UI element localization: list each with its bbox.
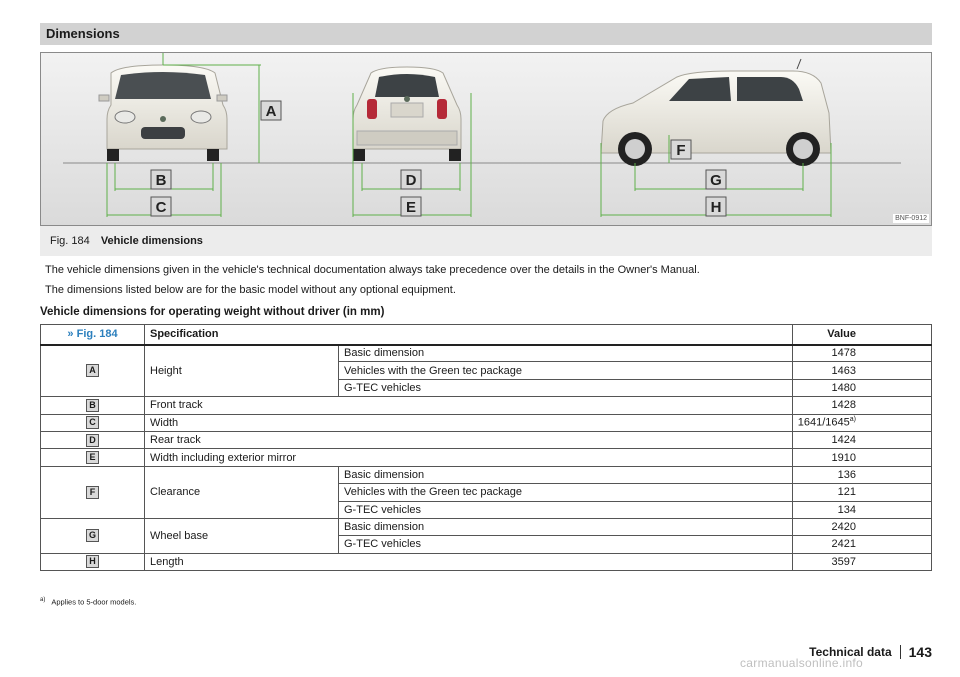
figure-caption xyxy=(40,226,932,256)
header-ref[interactable]: » Fig. 184 xyxy=(41,325,145,345)
paragraph-basic-model: The dimensions listed below are for the basic model without any optional equipment. xyxy=(45,284,456,296)
row-d-ref xyxy=(41,431,145,448)
row-f-sub-2-value: 121 xyxy=(792,484,931,501)
footnote-mark: a) xyxy=(40,597,46,603)
footer-divider xyxy=(900,645,901,659)
row-c-value-cell xyxy=(792,414,931,431)
row-e-value: 1910 xyxy=(792,449,931,466)
table-row xyxy=(41,431,932,448)
row-c-value: 1641/1645 xyxy=(797,417,850,430)
row-g-sub-1-name: Basic dimension xyxy=(339,518,793,535)
row-c-spec: Width xyxy=(145,414,793,431)
header-value: Value xyxy=(792,325,931,345)
svg-text:B: B xyxy=(155,172,167,189)
label-b: B xyxy=(86,399,99,412)
front-view-car xyxy=(99,65,227,161)
row-f-sub-3-value: 134 xyxy=(792,501,931,518)
label-f: F xyxy=(86,486,99,499)
row-f-spec: Clearance xyxy=(145,466,339,518)
vehicle-dimensions-figure xyxy=(40,52,932,226)
label-h: H xyxy=(86,555,99,568)
section-title: Dimensions xyxy=(40,23,932,45)
label-g: G xyxy=(86,529,99,542)
label-d: D xyxy=(86,434,99,447)
figure-label-e xyxy=(401,197,421,216)
footer-section: Technical data xyxy=(809,645,892,659)
label-a: A xyxy=(86,364,99,377)
figure-label-a xyxy=(261,101,281,120)
row-h-ref xyxy=(41,553,145,570)
table-row xyxy=(41,449,932,466)
row-a-spec: Height xyxy=(145,345,339,397)
row-g-sub-1-value: 2420 xyxy=(792,518,931,535)
label-e: E xyxy=(86,451,99,464)
table-row xyxy=(41,345,932,362)
svg-text:E: E xyxy=(405,199,417,216)
row-f-sub-2-name: Vehicles with the Green tec package xyxy=(339,484,793,501)
figure-label-c xyxy=(151,197,171,216)
figure-label-b xyxy=(151,170,171,189)
label-c: C xyxy=(86,416,99,429)
table-header-row xyxy=(41,325,932,345)
row-f-sub-3-name: G-TEC vehicles xyxy=(339,501,793,518)
svg-text:F: F xyxy=(676,142,686,159)
row-f-ref xyxy=(41,466,145,518)
figure-label-d xyxy=(401,170,421,189)
figure-label-f xyxy=(671,140,691,159)
row-b-spec: Front track xyxy=(145,397,793,414)
watermark: carmanualsonline.info xyxy=(740,656,864,670)
page-number: 143 xyxy=(908,644,932,660)
header-spec: Specification xyxy=(145,325,793,345)
vehicle-dimensions-illustration xyxy=(41,53,932,226)
table-row xyxy=(41,397,932,414)
row-g-sub-2-value: 2421 xyxy=(792,536,931,553)
figure-number: Fig. 184 xyxy=(50,235,90,247)
row-a-sub-2-value: 1463 xyxy=(792,362,931,379)
row-b-ref xyxy=(41,397,145,414)
svg-text:H: H xyxy=(710,199,722,216)
svg-text:D: D xyxy=(405,172,417,189)
row-a-ref xyxy=(41,345,145,397)
figure-label-h xyxy=(706,197,726,216)
table-row xyxy=(41,414,932,431)
svg-text:C: C xyxy=(155,199,167,216)
row-a-sub-2-name: Vehicles with the Green tec package xyxy=(339,362,793,379)
row-c-ref xyxy=(41,414,145,431)
row-g-sub-2-name: G-TEC vehicles xyxy=(339,536,793,553)
footnote-text: Applies to 5-door models. xyxy=(51,597,137,607)
table-row xyxy=(41,518,932,535)
row-h-spec: Length xyxy=(145,553,793,570)
row-a-sub-3-name: G-TEC vehicles xyxy=(339,379,793,396)
figure-label-g xyxy=(706,170,726,189)
footnote-ref-a[interactable]: a) xyxy=(849,416,856,424)
row-e-ref xyxy=(41,449,145,466)
row-f-sub-1-name: Basic dimension xyxy=(339,466,793,483)
row-b-value: 1428 xyxy=(792,397,931,414)
footnote xyxy=(40,597,136,607)
row-f-sub-1-value: 136 xyxy=(792,466,931,483)
table-row xyxy=(41,466,932,483)
row-a-sub-3-value: 1480 xyxy=(792,379,931,396)
table-row xyxy=(41,553,932,570)
row-a-sub-1-name: Basic dimension xyxy=(339,345,793,362)
row-d-spec: Rear track xyxy=(145,431,793,448)
svg-text:A: A xyxy=(265,103,277,120)
row-g-spec: Wheel base xyxy=(145,518,339,553)
row-h-value: 3597 xyxy=(792,553,931,570)
figure-code: BNF-0912 xyxy=(895,215,927,222)
row-e-spec: Width including exterior mirror xyxy=(145,449,793,466)
row-d-value: 1424 xyxy=(792,431,931,448)
figure-caption-title: Vehicle dimensions xyxy=(100,235,203,247)
dimensions-table xyxy=(40,324,932,571)
table-title: Vehicle dimensions for operating weight without driver (in mm) xyxy=(40,306,385,318)
row-g-ref xyxy=(41,518,145,553)
rear-view-car xyxy=(353,67,461,161)
paragraph-precedence: The vehicle dimensions given in the vehicle's technical documentation always take precedence over the details in the Owner's Manual. xyxy=(45,264,700,276)
row-a-sub-1-value: 1478 xyxy=(792,345,931,362)
svg-text:G: G xyxy=(710,172,722,189)
